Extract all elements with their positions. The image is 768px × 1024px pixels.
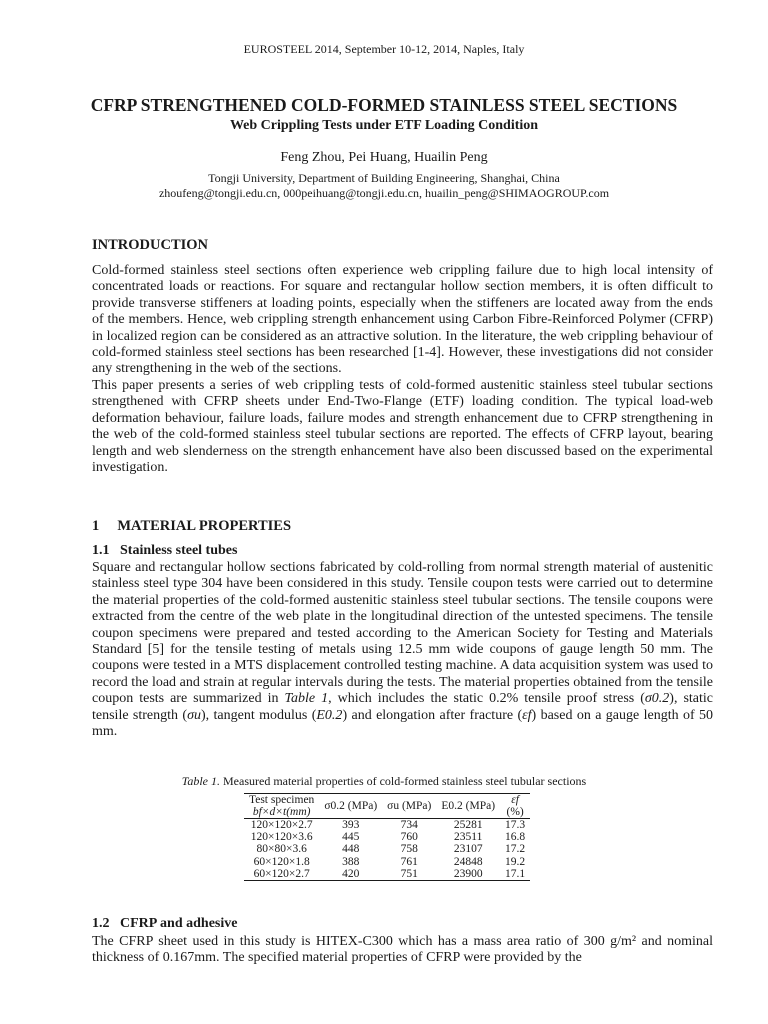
cell-tangent-modulus: 23900 bbox=[436, 868, 500, 881]
cell-specimen: 80×80×3.6 bbox=[256, 843, 307, 856]
cell-tensile-strength: 758 bbox=[400, 843, 418, 856]
cell-elongation: 17.2 bbox=[505, 843, 526, 856]
caption-text: Measured material properties of cold-formed stainless steel tubular sections bbox=[220, 774, 587, 788]
paragraph-text: ) and elongation after fracture ( bbox=[342, 707, 523, 723]
cell-tangent-modulus: 24848 bbox=[453, 855, 483, 868]
header-elongation bbox=[500, 794, 530, 819]
cell-specimen: 120×120×3.6 bbox=[250, 831, 313, 844]
cell-elongation: 17.1 bbox=[500, 868, 530, 881]
cell-proof-stress: 448 bbox=[342, 843, 360, 856]
table-row bbox=[244, 831, 530, 843]
symbol-sigma02: σ0.2 bbox=[644, 691, 670, 707]
table-reference[interactable]: Table 1 bbox=[284, 691, 329, 707]
cell-elongation: 17.3 bbox=[505, 819, 526, 831]
cell-tangent-modulus: 23511 bbox=[454, 831, 483, 844]
header-text: (%) bbox=[506, 806, 524, 818]
intro-paragraph-1: Cold-formed stainless steel sections often experience web crippling failure due to high local intensity of concentrated loads or reactions. For square and rectangular hollow section members, it is often difficult to provide transverse stiffeners at loading points, especially when the stiffeners are located away from the ends of the members. Hence, web crippling strength enhancement using Carbon Fibre-Reinforced Polymer (CFRP) in localized region can be considered as an attractive solution. In the literature, the web crippling behaviour of cold-formed stainless steel sections has been researched [1-4]. However, these investigations did not consider any strengthening in the web of the sections. bbox=[92, 263, 713, 377]
table-row bbox=[244, 868, 530, 881]
cell-specimen: 120×120×2.7 bbox=[250, 819, 313, 831]
paragraph-text: ), static tensile strength ( bbox=[92, 691, 713, 723]
authors: Feng Zhou, Pei Huang, Huailin Peng bbox=[280, 150, 488, 165]
section-1-2-paragraph: The CFRP sheet used in this study is HITEX-C300 which has a mass area ratio of 300 g/m² and nominal thickness of 0.167mm. The specified material properties of CFRP were provided by the bbox=[92, 934, 713, 966]
cell-elongation: 19.2 bbox=[505, 855, 526, 868]
paragraph-text: , which includes the static 0.2% tensile proof stress ( bbox=[328, 691, 645, 707]
cell-specimen: 60×120×2.7 bbox=[244, 868, 319, 881]
cell-tangent-modulus: 23107 bbox=[453, 843, 483, 856]
cell-proof-stress: 445 bbox=[342, 831, 360, 844]
section-1-1-paragraph bbox=[92, 560, 713, 740]
cell-tensile-strength: 761 bbox=[400, 855, 418, 868]
table-row bbox=[244, 843, 530, 855]
cell-tangent-modulus: 25281 bbox=[453, 819, 483, 831]
header-test-specimen bbox=[244, 794, 319, 819]
section-1-1-heading: 1.1 Stainless steel tubes bbox=[92, 543, 238, 558]
symbol-sigmau: σu bbox=[187, 707, 201, 723]
affiliation: Tongji University, Department of Building Engineering, Shanghai, China bbox=[208, 171, 560, 185]
cell-proof-stress: 388 bbox=[342, 855, 360, 868]
running-header: EUROSTEEL 2014, September 10-12, 2014, Naples, Italy bbox=[243, 42, 525, 56]
table-row bbox=[244, 819, 530, 832]
symbol-ef: εf bbox=[522, 707, 532, 723]
emails: zhoufeng@tongji.edu.cn, 000peihuang@tongji.edu.cn, huailin_peng@SHIMAOGROUP.com bbox=[158, 186, 610, 200]
section-1-heading: 1 MATERIAL PROPERTIES bbox=[92, 518, 292, 534]
intro-heading: INTRODUCTION bbox=[92, 237, 209, 253]
section-1-2-heading: 1.2 CFRP and adhesive bbox=[92, 916, 238, 931]
table-header-row bbox=[244, 794, 530, 819]
cell-tensile-strength: 760 bbox=[400, 831, 418, 844]
paragraph-text: ), tangent modulus ( bbox=[200, 707, 317, 723]
cell-proof-stress: 393 bbox=[342, 819, 360, 831]
paper-title: CFRP STRENGTHENED COLD-FORMED STAINLESS STEEL SECTIONS bbox=[90, 95, 678, 115]
header-text: bf×d×t(mm) bbox=[252, 806, 311, 818]
cell-tensile-strength: 751 bbox=[382, 868, 436, 881]
symbol-E02: E0.2 bbox=[316, 707, 343, 723]
header-tensile-strength: σu (MPa) bbox=[382, 794, 436, 819]
paper-subtitle: Web Crippling Tests under ETF Loading Condition bbox=[229, 118, 539, 133]
cell-elongation: 16.8 bbox=[505, 831, 526, 844]
paragraph-text: Square and rectangular hollow sections fabricated by cold-rolling from normal strength material of austenitic stainless steel type 304 have been considered in this study. Tensile coupon tests were carried out to determine the material properties of the cold-formed austenitic stainless steel tubular sections. The tensile coupons were extracted from the centre of the web plate in the longitudinal direction of the untested specimens. The tensile coupon specimens were prepared and tested according to the American Society for Testing and Materials Standard [5] for the tensile testing of metals using 12.5 mm wide coupons of gauge length 50 mm. The coupons were tested in a MTS displacement controlled testing machine. A data acquisition system was used to record the load and strain at regular intervals during the tests. The material properties obtained from the tensile coupon tests are summarized in bbox=[92, 560, 713, 707]
table-1-caption bbox=[0, 774, 768, 789]
cell-specimen: 60×120×1.8 bbox=[253, 855, 310, 868]
caption-label: Table 1. bbox=[181, 774, 220, 788]
header-tangent-modulus: E0.2 (MPa) bbox=[436, 794, 500, 819]
header-text: Test specimen bbox=[249, 794, 315, 806]
cell-tensile-strength: 734 bbox=[400, 819, 418, 831]
header-proof-stress: σ0.2 (MPa) bbox=[319, 794, 382, 819]
paragraph-text: ) based on a gauge length of 50 mm. bbox=[92, 707, 714, 740]
table-row bbox=[244, 856, 530, 868]
material-properties-table bbox=[244, 793, 530, 881]
header-text: εf bbox=[511, 794, 519, 806]
cell-proof-stress: 420 bbox=[319, 868, 382, 881]
intro-paragraph-2: This paper presents a series of web crippling tests of cold-formed austenitic stainless steel tubular sections strengthened with CFRP sheets under End-Two-Flange (ETF) loading condition. The typical load-web deformation behaviour, failure loads, failure modes and strength enhancement due to CFRP strengthening in the web of the cold-formed stainless steel tubular sections are reported. The effects of CFRP layout, bearing length and web slenderness on the strength enhancement have also been discussed based on the experimental investigation. bbox=[92, 378, 713, 476]
